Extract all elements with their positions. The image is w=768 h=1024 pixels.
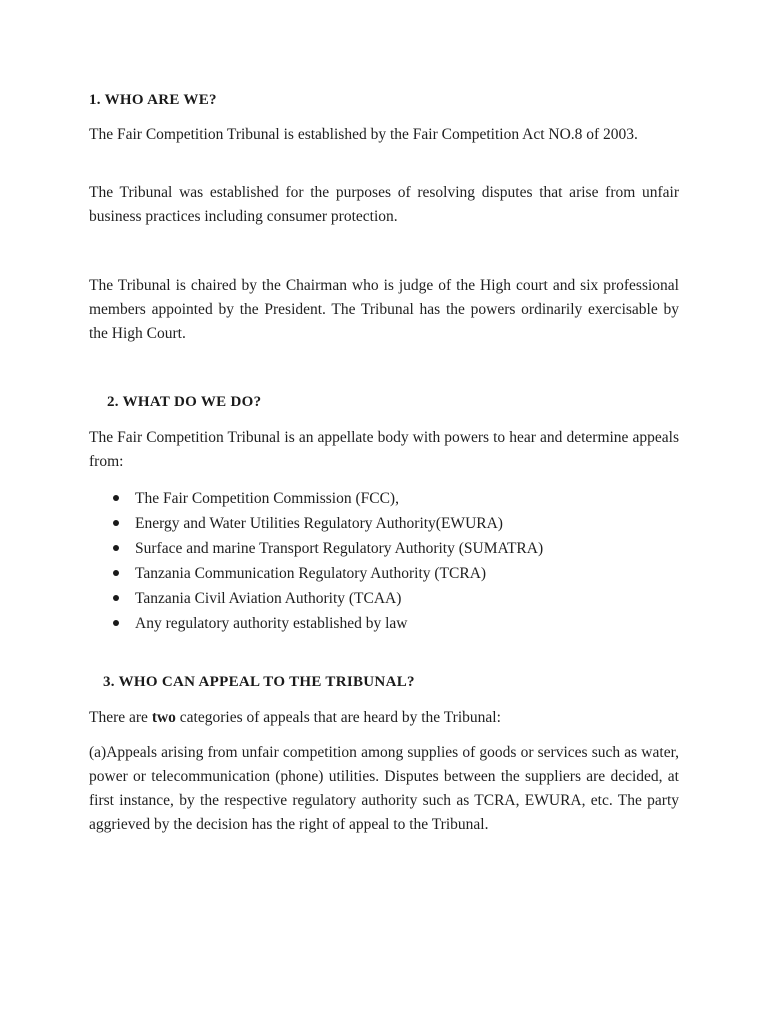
paragraph-appellate-body: The Fair Competition Tribunal is an appellate body with powers to hear and determine appeals from: [89,429,679,470]
appeal-sources-list [89,486,543,636]
section-heading-what-do-we-do: 2. WHAT DO WE DO? [107,394,262,410]
bullet-icon [113,545,119,551]
list-item: The Fair Competition Commission (FCC), [89,486,543,511]
list-item: Energy and Water Utilities Regulatory Authority(EWURA) [89,511,543,536]
list-item: Surface and marine Transport Regulatory Authority (SUMATRA) [89,536,543,561]
emphasis-two: two [151,709,176,726]
section-heading-who-can-appeal: 3. WHO CAN APPEAL TO THE TRIBUNAL? [103,674,415,690]
list-item: Tanzania Communication Regulatory Authority (TCRA) [89,561,543,586]
list-item: Any regulatory authority established by law [89,611,543,636]
section-heading-who-are-we: 1. WHO ARE WE? [89,92,217,108]
bullet-icon [113,495,119,501]
bullet-icon [113,620,119,626]
paragraph-purpose: The Tribunal was established for the purposes of resolving disputes that arise from unfair business practices including consumer protection. [89,184,679,225]
bullet-icon [113,520,119,526]
paragraph-appeal-category-a: (a)Appeals arising from unfair competition among supplies of goods or services such as water, power or telecommunication (phone) utilities. Disputes between the suppliers are decided, at first instance, by the respective regulatory authority such as TCRA, EWURA, etc. The party aggrieved by the decision has the right of appeal to the Tribunal. [89,744,679,833]
bullet-icon [113,595,119,601]
bullet-icon [113,570,119,576]
list-item: Tanzania Civil Aviation Authority (TCAA) [89,586,543,611]
paragraph-establishment: The Fair Competition Tribunal is established by the Fair Competition Act NO.8 of 2003. [89,126,638,143]
paragraph-composition: The Tribunal is chaired by the Chairman who is judge of the High court and six professional members appointed by the President. The Tribunal has the powers ordinarily exercisable by the High Court. [89,277,679,342]
paragraph-appeal-categories: There are two categories of appeals that are heard by the Tribunal: [89,709,501,726]
